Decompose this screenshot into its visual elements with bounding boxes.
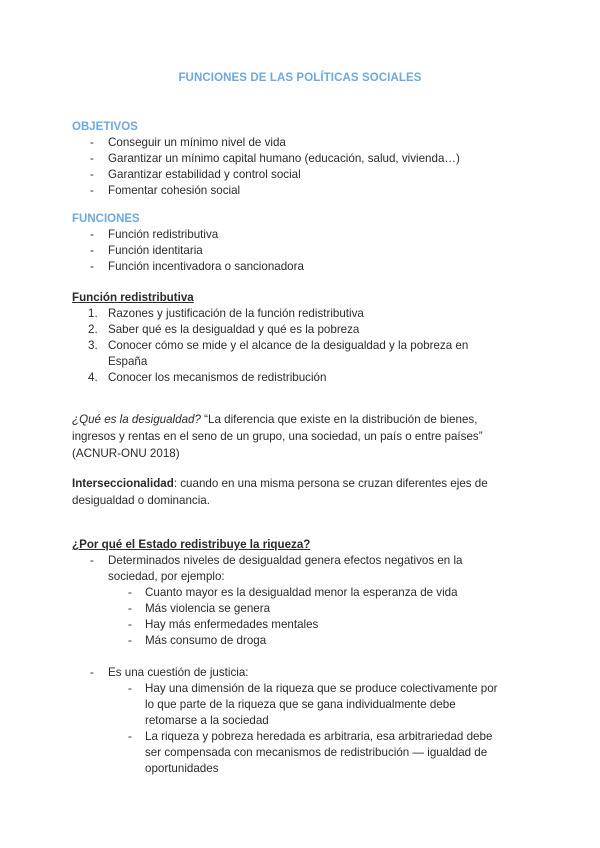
list-item: - Garantizar estabilidad y control social [90,168,301,181]
sub-list-item: - Cuanto mayor es la desigualdad menor la esperanza de vida [128,586,458,599]
funciones-section [72,211,532,275]
list-item: - Función incentivadora o sancionadora [90,260,304,273]
sub-list-item: - La riqueza y pobreza heredada es arbitraria, esa arbitrariedad debe ser compensada con mecanismos de redistribución — igualdad de oportunidades [128,730,493,775]
desigualdad-question: ¿Qué es la desigualdad? [72,413,201,426]
list-item: - Fomentar cohesión social [90,184,241,197]
list-item: - Función redistributiva [90,228,219,241]
page-title: FUNCIONES DE LAS POLÍTICAS SOCIALES [178,72,422,84]
list-item: - Conseguir un mínimo nivel de vida [90,136,286,149]
redistributiva-heading: Función redistributiva [72,291,194,304]
interseccionalidad-definition: Interseccionalidad: cuando en una misma persona se cruzan diferentes ejes de desigualdad o dominancia. [72,477,488,507]
list-item: - Es una cuestión de justicia: [90,666,249,679]
list-item: - Garantizar un mínimo capital humano (educación, salud, vivienda…) [90,152,460,165]
porque-heading: ¿Por qué el Estado redistribuye la riqueza? [72,538,311,551]
porque-section [72,537,532,777]
sub-list-item: - Hay una dimensión de la riqueza que se produce colectivamente por lo que parte de la riqueza que se gana individualmente debe retomarse a la sociedad [128,682,498,727]
list-item: 2. Saber qué es la desigualdad y qué es la pobreza [88,323,360,336]
sub-list-item: - Hay más enfermedades mentales [128,618,319,631]
objetivos-section [72,119,532,199]
redistributiva-section [72,290,532,386]
objetivos-heading: OBJETIVOS [72,121,138,133]
list-item: 3. Conocer cómo se mide y el alcance de la desigualdad y la pobreza en España [88,339,469,368]
funciones-heading: FUNCIONES [72,213,140,225]
sub-list-item: - Más consumo de droga [128,634,267,647]
list-item: - Función identitaria [90,244,203,257]
list-item: 1. Razones y justificación de la función redistributiva [88,307,364,320]
sub-list-item: - Más violencia se genera [128,602,271,615]
interseccionalidad-term: Interseccionalidad [72,477,174,490]
list-item: 4. Conocer los mecanismos de redistribución [88,371,327,384]
desigualdad-definition: ¿Qué es la desigualdad? “La diferencia que existe en la distribución de bienes, ingresos y rentas en el seno de un grupo, una sociedad, un país o entre países” (ACNUR-ONU 2018) [72,413,483,460]
list-item: - Determinados niveles de desigualdad genera efectos negativos en la sociedad, por ejemplo: [90,554,463,583]
